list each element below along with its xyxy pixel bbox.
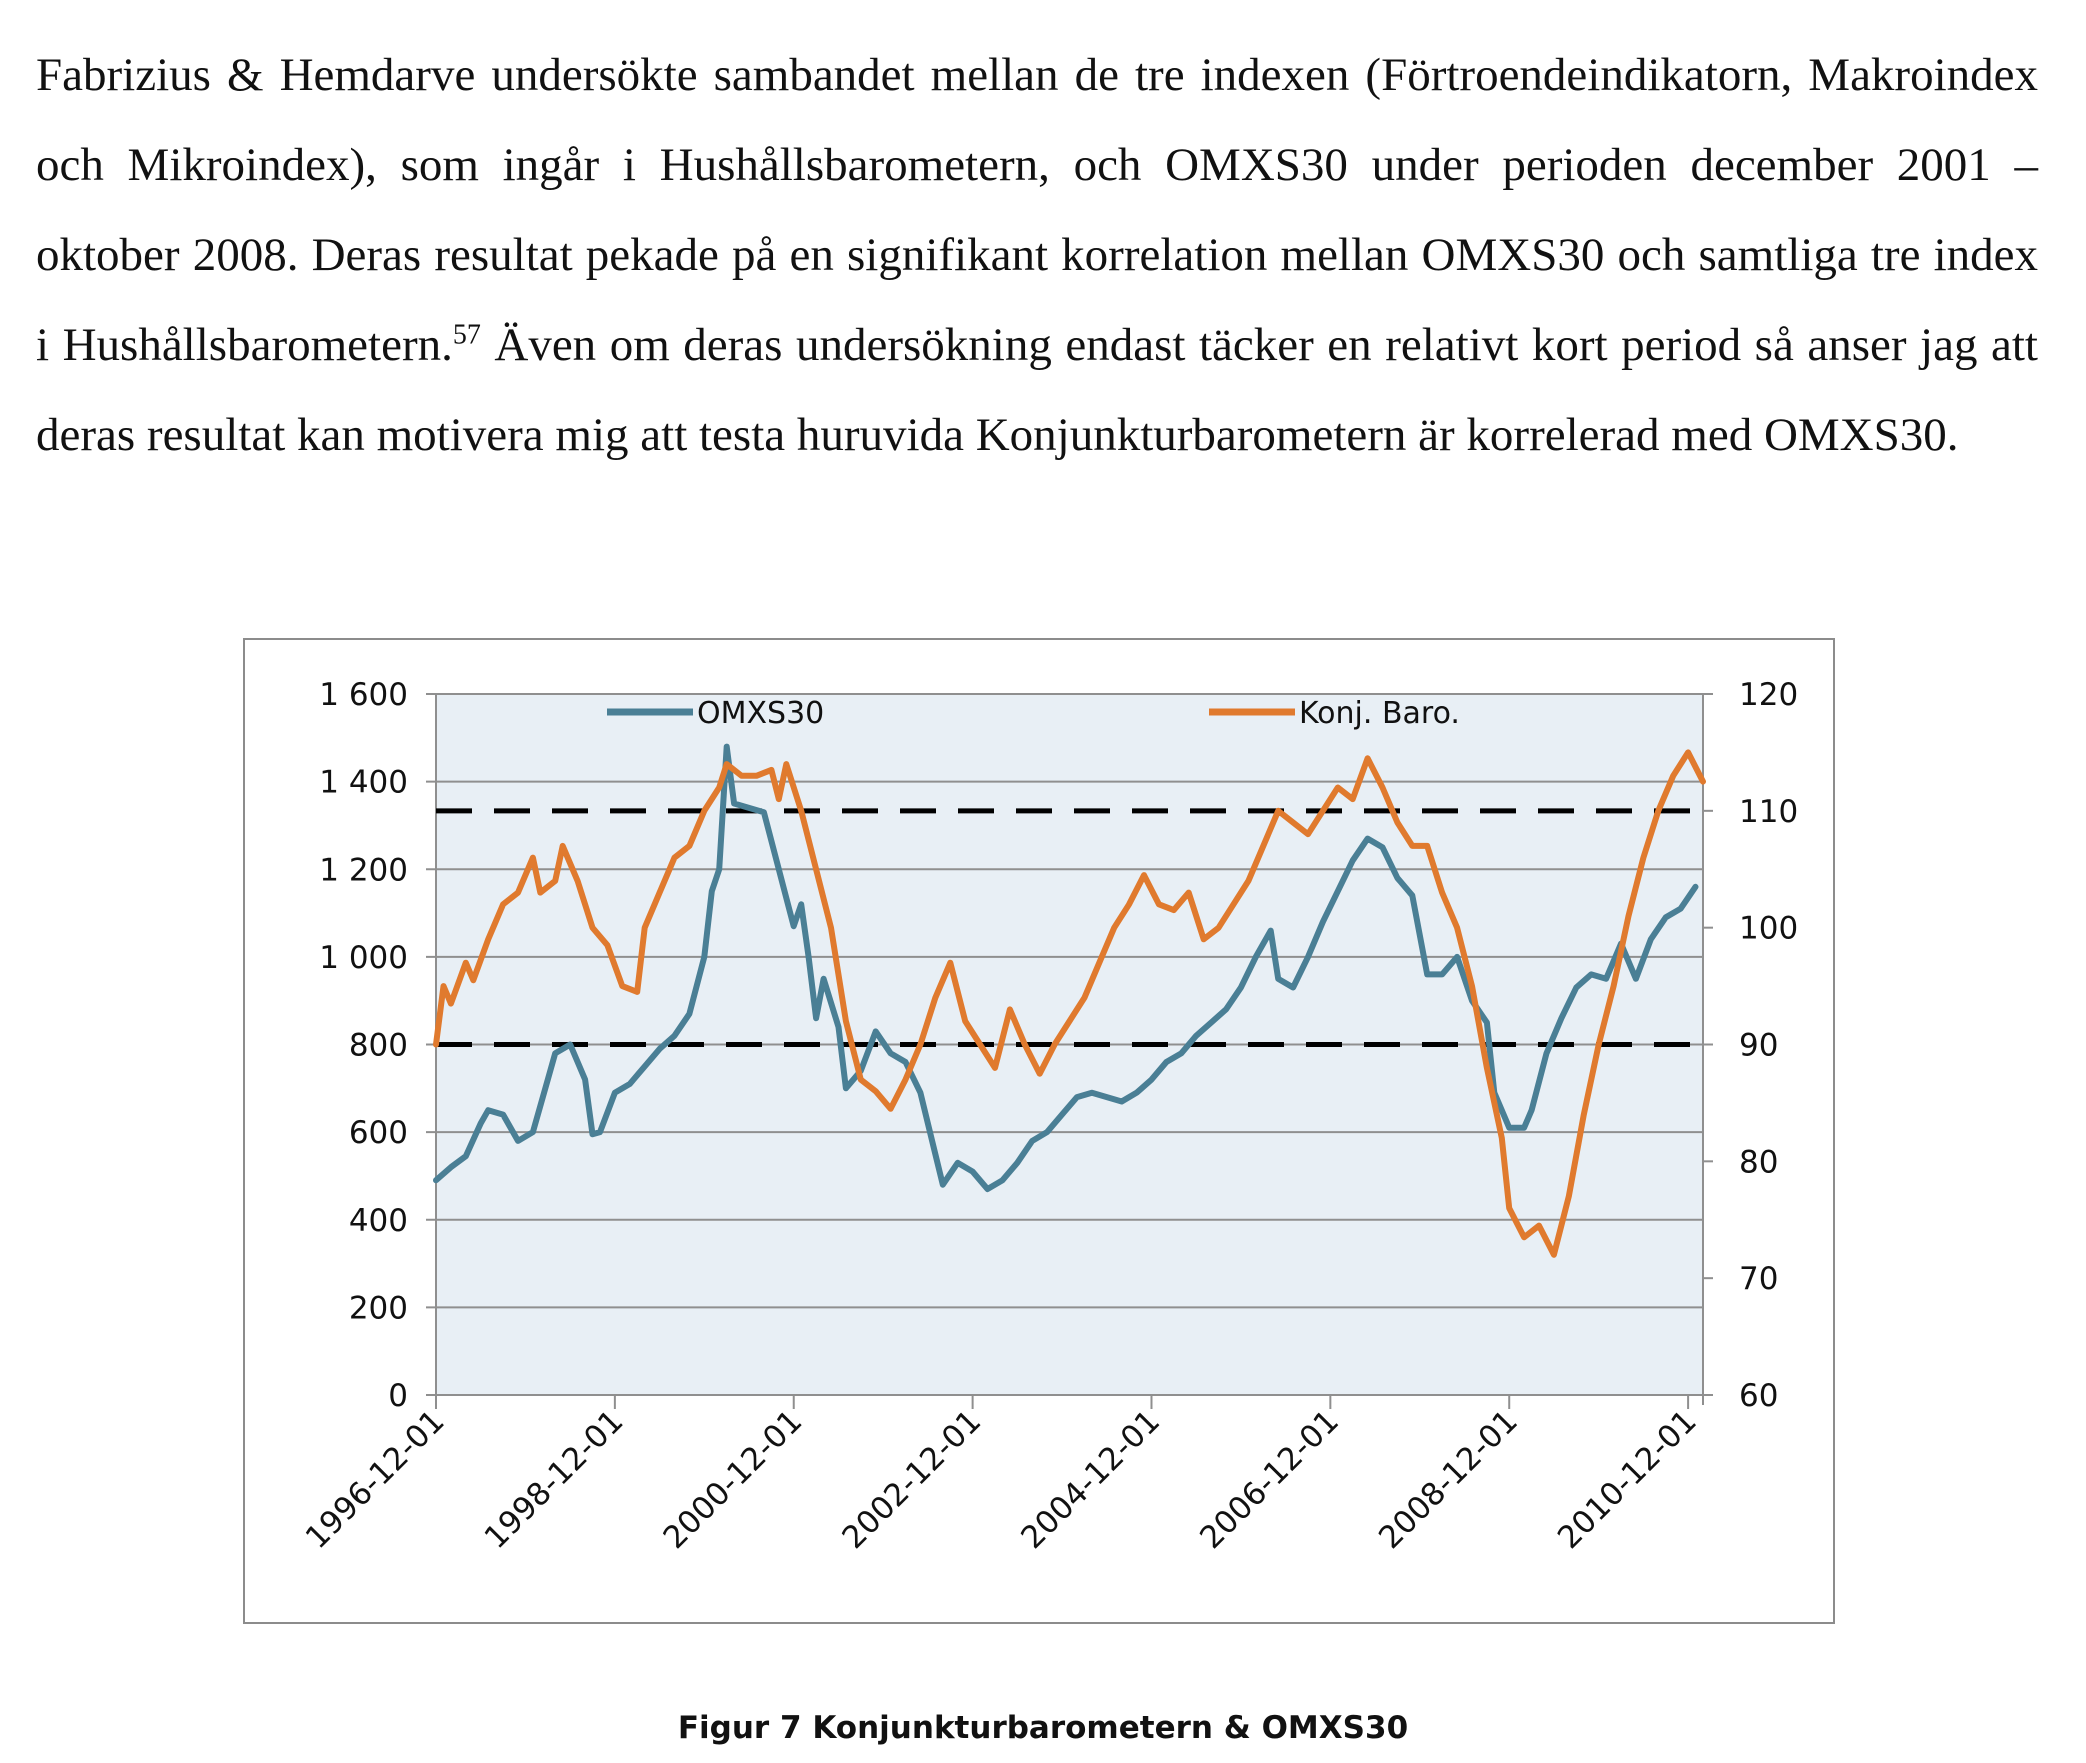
y-left-tick-label: 1 200: [319, 852, 408, 889]
footnote-reference[interactable]: 57: [452, 319, 481, 351]
x-tick-label: 2010-12-01: [1550, 1403, 1704, 1557]
x-tick-label: 1998-12-01: [477, 1403, 631, 1557]
figure-caption: Figur 7 Konjunkturbarometern & OMXS30: [677, 1710, 1409, 1746]
legend-label-konj-baro: Konj. Baro.: [1299, 696, 1460, 731]
body-paragraph: [36, 30, 2038, 480]
x-tick-label: 2002-12-01: [835, 1403, 989, 1557]
y-left-tick-label: 400: [348, 1202, 408, 1239]
y-left-tick-label: 0: [388, 1378, 408, 1414]
y-left-tick-label: 1 000: [319, 939, 408, 976]
paragraph-text: Fabrizius & Hemdarve undersökte sambandet mellan de tre indexen (Förtroendeindikatorn, Makroindex och Mikroindex), som ingår i Hushållsbarometern, och OMXS30 under perioden december 2001 – oktober 2008. Deras resultat pekade på en signifikant korrelation mellan OMXS30 och samtliga tre index i Hushållsbarometern.: [36, 49, 2038, 371]
y-right-tick-label: 100: [1739, 910, 1799, 947]
y-right-tick-label: 110: [1739, 793, 1799, 830]
x-tick-label: 2008-12-01: [1372, 1403, 1525, 1557]
y-right-tick-label: 60: [1739, 1378, 1779, 1414]
chart-frame: [243, 638, 1835, 1624]
y-right-tick-label: 70: [1739, 1261, 1779, 1298]
y-left-tick-label: 1 400: [319, 764, 408, 801]
x-tick-label: 2006-12-01: [1193, 1403, 1347, 1557]
legend-label-omxs30: OMXS30: [697, 696, 825, 731]
y-right-tick-label: 120: [1739, 677, 1799, 713]
y-left-tick-label: 600: [348, 1115, 408, 1152]
y-left-tick-label: 1 600: [319, 677, 408, 713]
y-right-tick-label: 80: [1739, 1144, 1779, 1181]
line-chart: [245, 640, 1837, 1626]
paragraph-text-continued: Även om deras undersökning endast täcker en relativt kort period så anser jag att deras resultat kan motivera mig att testa huruvida Konjunkturbarometern är korrelerad med OMXS30.: [36, 319, 2038, 461]
x-tick-label: 2000-12-01: [656, 1403, 810, 1557]
x-tick-label: 1996-12-01: [298, 1403, 452, 1557]
x-tick-label: 2004-12-01: [1014, 1403, 1168, 1557]
y-left-tick-label: 800: [348, 1027, 408, 1064]
y-right-tick-label: 90: [1739, 1027, 1779, 1064]
y-left-tick-label: 200: [348, 1290, 408, 1327]
